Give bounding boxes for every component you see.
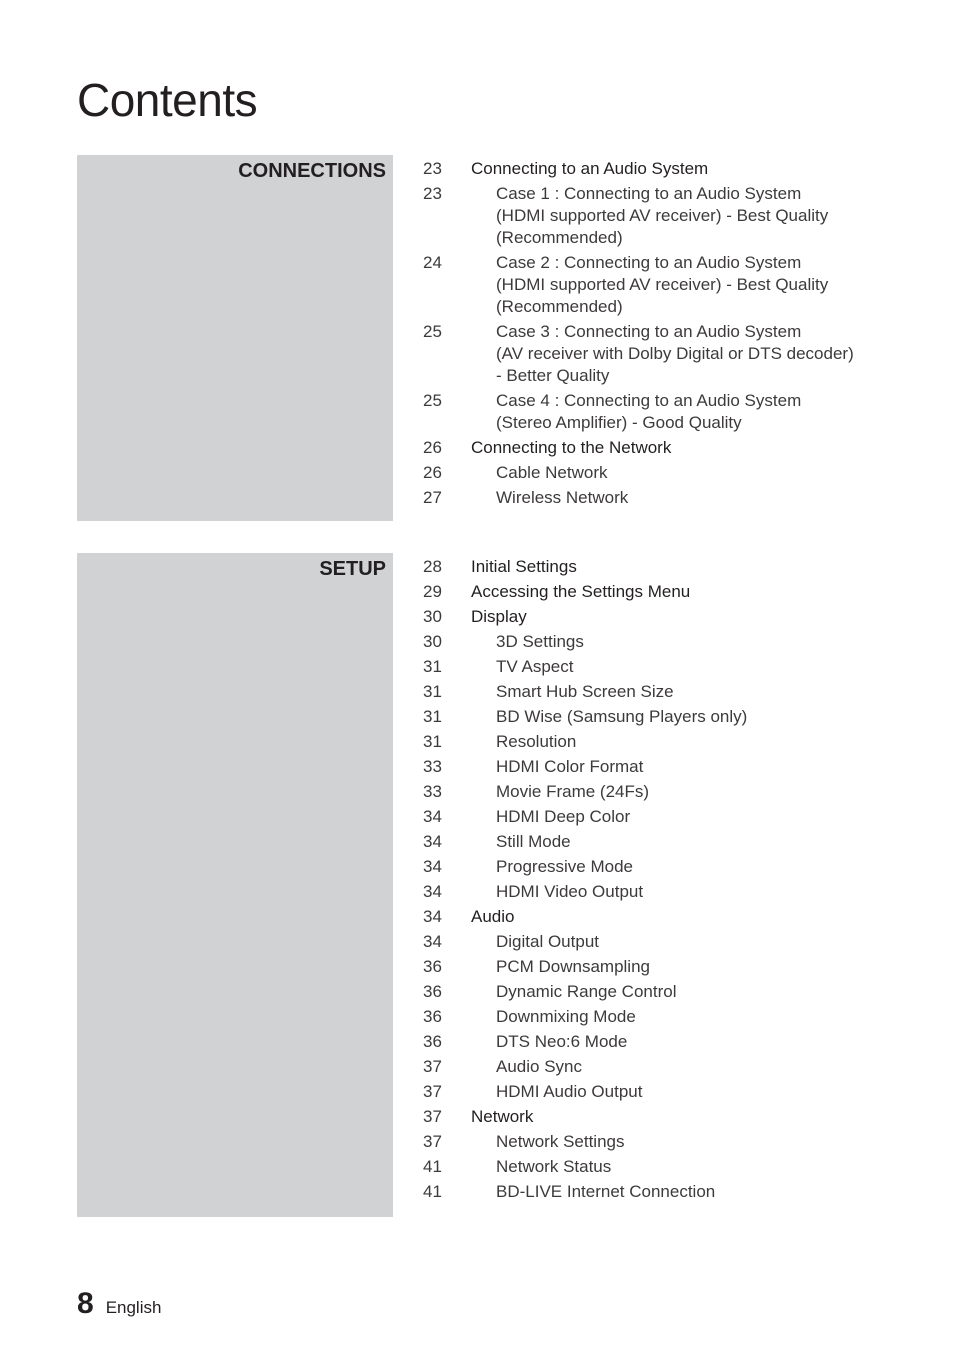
toc-entry-title: Resolution <box>496 732 577 751</box>
toc-entry[interactable] <box>423 1106 863 1128</box>
toc-subentry[interactable] <box>423 981 863 1003</box>
toc-entry-title: PCM Downsampling <box>496 957 650 976</box>
toc-entry-title: TV Aspect <box>496 657 574 676</box>
toc-entry-title: DTS Neo:6 Mode <box>496 1032 628 1051</box>
toc-entry-title: Case 1 : Connecting to an Audio System (HDMI supported AV receiver) - Best Quality (Recommended) <box>496 184 829 247</box>
toc-entry-title: Connecting to the Network <box>471 438 672 457</box>
toc-subentry[interactable] <box>423 631 863 653</box>
toc-page-number: 41 <box>423 1182 442 1201</box>
toc-entry-title: Display <box>471 607 527 626</box>
toc-subentry[interactable] <box>423 956 863 978</box>
toc-entry-title: 3D Settings <box>496 632 584 651</box>
toc-subentry[interactable] <box>423 931 863 953</box>
toc-entry-title: HDMI Color Format <box>496 757 644 776</box>
toc-entry[interactable] <box>423 581 863 603</box>
toc-page-number: 29 <box>423 582 442 601</box>
toc-page-number: 37 <box>423 1107 442 1126</box>
toc-page-number: 36 <box>423 1032 442 1051</box>
toc-subentry[interactable] <box>423 183 863 249</box>
toc-page-number: 37 <box>423 1132 442 1151</box>
toc-entry-title: Initial Settings <box>471 557 577 576</box>
toc-page-number: 26 <box>423 438 442 457</box>
toc-entry-title: Movie Frame (24Fs) <box>496 782 650 801</box>
toc-page-number: 33 <box>423 757 442 776</box>
toc-page-number: 27 <box>423 488 442 507</box>
toc-subentry[interactable] <box>423 487 863 509</box>
toc-page-number: 34 <box>423 832 442 851</box>
toc-subentry[interactable] <box>423 1131 863 1153</box>
toc-page-number: 25 <box>423 322 442 341</box>
toc-page-number: 28 <box>423 557 442 576</box>
toc-entry-title: Accessing the Settings Menu <box>471 582 691 601</box>
toc-subentry[interactable] <box>423 1181 863 1203</box>
toc-subentry[interactable] <box>423 390 863 434</box>
toc-page-number: 34 <box>423 882 442 901</box>
toc-page-number: 34 <box>423 932 442 951</box>
toc-subentry[interactable] <box>423 321 863 387</box>
language-label: English <box>105 1298 162 1317</box>
toc-page-number: 25 <box>423 391 442 410</box>
toc-subentry[interactable] <box>423 756 863 778</box>
toc-page-number: 30 <box>423 607 442 626</box>
toc-page-number: 31 <box>423 707 442 726</box>
toc-entry-title: HDMI Deep Color <box>496 807 631 826</box>
section-label: CONNECTIONS <box>238 160 386 182</box>
toc-list <box>423 158 863 512</box>
section-label-panel <box>77 553 393 1217</box>
toc-subentry[interactable] <box>423 831 863 853</box>
toc-entry-title: BD-LIVE Internet Connection <box>496 1182 716 1201</box>
toc-page-number: 36 <box>423 957 442 976</box>
toc-subentry[interactable] <box>423 681 863 703</box>
toc-subentry[interactable] <box>423 656 863 678</box>
section-label: SETUP <box>319 558 386 580</box>
toc-page-number: 31 <box>423 657 442 676</box>
toc-subentry[interactable] <box>423 1006 863 1028</box>
toc-page-number: 23 <box>423 159 442 178</box>
toc-entry-title: Wireless Network <box>496 488 629 507</box>
page-number: 8 <box>77 1287 94 1320</box>
toc-subentry[interactable] <box>423 1156 863 1178</box>
toc-page-number: 34 <box>423 857 442 876</box>
toc-subentry[interactable] <box>423 706 863 728</box>
toc-entry[interactable] <box>423 606 863 628</box>
toc-page-number: 24 <box>423 253 442 272</box>
toc-subentry[interactable] <box>423 1031 863 1053</box>
toc-subentry[interactable] <box>423 781 863 803</box>
toc-entry-title: Cable Network <box>496 463 608 482</box>
toc-subentry[interactable] <box>423 1081 863 1103</box>
toc-entry-title: Smart Hub Screen Size <box>496 682 674 701</box>
toc-entry-title: Case 3 : Connecting to an Audio System (AV receiver with Dolby Digital or DTS decoder) - Better Quality <box>496 322 854 385</box>
toc-entry[interactable] <box>423 158 863 180</box>
toc-page-number: 26 <box>423 463 442 482</box>
toc-page-number: 31 <box>423 732 442 751</box>
toc-page-number: 41 <box>423 1157 442 1176</box>
toc-page-number: 34 <box>423 907 442 926</box>
toc-entry-title: Network Settings <box>496 1132 625 1151</box>
section-connections <box>77 155 857 521</box>
toc-entry[interactable] <box>423 556 863 578</box>
toc-entry-title: Downmixing Mode <box>496 1007 636 1026</box>
toc-entry-title: Still Mode <box>496 832 571 851</box>
toc-entry-title: Audio Sync <box>496 1057 582 1076</box>
toc-entry-title: Network <box>471 1107 534 1126</box>
toc-subentry[interactable] <box>423 1056 863 1078</box>
toc-page-number: 33 <box>423 782 442 801</box>
toc-entry-title: Digital Output <box>496 932 599 951</box>
toc-entry[interactable] <box>423 906 863 928</box>
toc-entry[interactable] <box>423 437 863 459</box>
toc-entry-title: Network Status <box>496 1157 612 1176</box>
toc-page-number: 36 <box>423 982 442 1001</box>
toc-page-number: 37 <box>423 1082 442 1101</box>
toc-page-number: 37 <box>423 1057 442 1076</box>
toc-subentry[interactable] <box>423 856 863 878</box>
toc-page-number: 34 <box>423 807 442 826</box>
toc-entry-title: Audio <box>471 907 515 926</box>
toc-entry-title: Dynamic Range Control <box>496 982 677 1001</box>
toc-list <box>423 556 863 1206</box>
toc-page-number: 30 <box>423 632 442 651</box>
toc-entry-title: BD Wise (Samsung Players only) <box>496 707 748 726</box>
section-label-panel <box>77 155 393 521</box>
toc-subentry[interactable] <box>423 806 863 828</box>
toc-entry-title: HDMI Video Output <box>496 882 644 901</box>
toc-subentry[interactable] <box>423 731 863 753</box>
toc-page-number: 31 <box>423 682 442 701</box>
page-footer <box>77 1286 161 1322</box>
toc-subentry[interactable] <box>423 881 863 903</box>
section-setup <box>77 553 857 1217</box>
toc-subentry[interactable] <box>423 462 863 484</box>
page-title: Contents <box>77 74 258 126</box>
toc-entry-title: Case 4 : Connecting to an Audio System (Stereo Amplifier) - Good Quality <box>496 391 802 432</box>
toc-entry-title: Case 2 : Connecting to an Audio System (HDMI supported AV receiver) - Best Quality (Recommended) <box>496 253 829 316</box>
toc-entry-title: HDMI Audio Output <box>496 1082 643 1101</box>
toc-entry-title: Progressive Mode <box>496 857 634 876</box>
toc-subentry[interactable] <box>423 252 863 318</box>
toc-entry-title: Connecting to an Audio System <box>471 159 709 178</box>
toc-page-number: 36 <box>423 1007 442 1026</box>
toc-page-number: 23 <box>423 184 442 203</box>
